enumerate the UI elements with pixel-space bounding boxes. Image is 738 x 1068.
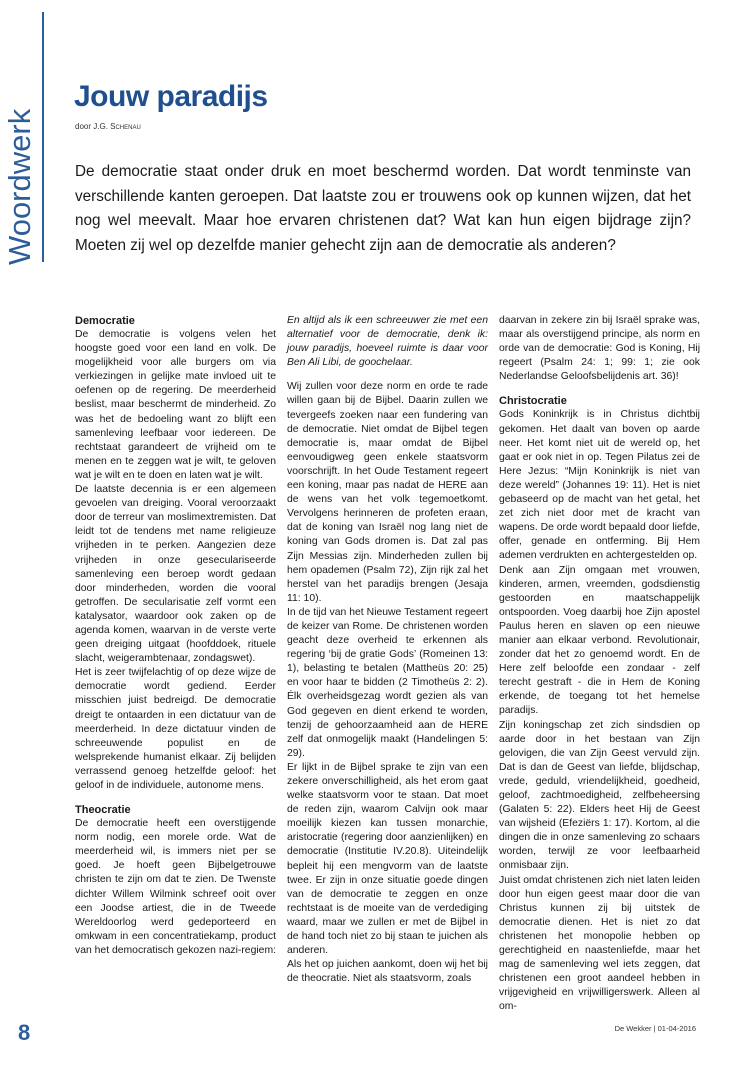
heading-democratie: Democratie <box>75 315 135 327</box>
column-2 <box>287 314 488 986</box>
paragraph: De laatste decennia is er een algemeen gevoelen van dreiging. Vooral veroorzaakt door de terreur van moslimextremisten. Dat leidt tot de tendens met name religieuze vrijheden in te perken. Aangezien deze vrijheden in onze geseculariseerde samenleving een beroep wordt gedaan door minderheden, worden die vooral getroffen. De secularisatie zelf vormt een katalysator, waardoor ook zaken op de agenda komen, waarvan in de verste verte geen dreiging uitgaat (hoofddoek, rituele slacht, weigerambtenaar, zondagswet). <box>75 484 276 665</box>
paragraph: Gods Koninkrijk is in Christus dichtbij gekomen. Het daalt van boven op aarde neer. Het komt niet uit de wereld op, het gaat er ook niet in op. Tegen Pilatus zei de Here Jezus: “Mijn Koninkrijk is niet van deze wereld” (Johannes 19: 11). Het is niet gebaseerd op de macht van het getal, het zet zich niet door met de kracht van wapens. De orde wordt bepaald door liefde, offer, genade en ontferming. Bij Hem ademen verdrukten en achtergestelden op. <box>499 409 701 562</box>
paragraph: Wij zullen voor deze norm en orde te rade willen gaan bij de Bijbel. Daarin zullen we tevergeefs zoeken naar een fundering van de democratie. Niet omdat de Bijbel tegen democratie is, maar omdat de Bijbel eenvoudigweg geen enkele staatsvorm voorschrijft. In het Oude Testament regeert een koning, maar pas nadat de HERE aan de wens van het volk tegemoetkomt. Vervolgens herinneren de profeten eraan, dat de koning van Israël nog lang niet de koning van Gods dromen is. Dat zal pas Zijn Messias zijn. Minderheden zullen bij hem opademen (Psalm 72), Zijn rijk zal het herstel van het paradijs brengen (Jesaja 11: 10). <box>287 381 488 604</box>
article-title: Jouw paradijs <box>74 80 268 113</box>
paragraph: Het is zeer twijfelachtig of op deze wijze de democratie wordt gediend. Eerder misschien juist bedreigd. De democratie dreigt te ontaarden in een dictatuur van de meerderheid. In deze dictatuur vinden de schreeuwende populist en de welsprekende humanist elkaar. Zij belijden verrassend genoeg hetzelfde geloof: het geloof in de individuele, autonome mens. <box>75 667 276 791</box>
section-label: Woordwerk <box>2 108 37 265</box>
column-3 <box>499 314 700 1015</box>
page-number: 8 <box>18 1020 31 1045</box>
byline-author: J.G. Schenau <box>93 122 141 131</box>
paragraph: Als het op juichen aankomt, doen wij het bij de theocratie. Niet als staatsvorm, zoals <box>287 959 488 985</box>
paragraph: De democratie heeft een overstijgende norm nodig, een morele orde. Wat de meerderheid wil, is immers niet per se goed. Je hoeft geen Bijbelgetrouwe christen te zijn om dat te zien. De Twenste dichter Willem Wilmink schreef ooit over een Joodse artiest, die in de Tweede Wereldoorlog werd gedeporteerd en omkwam in een concentratiekamp, product van het democratisch gekozen nazi-regiem: <box>75 818 276 956</box>
intro-paragraph: De democratie staat onder druk en moet beschermd worden. Dat wordt tenminste van verschillende kanten geroepen. Dat laatste zou er trouwens ook op kunnen wijzen, dat het nog wel meevalt. Maar hoe ervaren christenen dat? Wat kan hun eigen bijdrage zijn? Moeten zij wel op dezelfde manier gehecht zijn aan de democratie als anderen? <box>75 163 691 254</box>
paragraph: De democratie is volgens velen het hoogste goed voor een land en volk. De mogelijkheid voor alle burgers om via verkiezingen in gelijke mate invloed uit te oefenen op de regering. De meerderheid beslist, maar beschermt de minderheid. Zo was het de bedoeling want zo blijft een samenleving leefbaar voor iedereen. De rechtstaat garandeert de vrijheid om te menen en te zeggen wat je wilt, te geloven wat je wilt en te doen en laten wat je wilt. <box>75 329 276 481</box>
byline <box>75 122 141 131</box>
paragraph: Zijn koningschap zet zich sindsdien op aarde door in het bestaan van Zijn gelovigen, die van Zijn Geest vervuld zijn. Dat is dan de Geest van liefde, blijdschap, vrede, geduld, vriendelijkheid, goedheid, geloof, zachtmoedigheid, zelfbeheersing (Galaten 5: 22). Elders heet Hij de Geest van wijsheid (Efeziërs 1: 17). Kortom, al die dingen die in onze samenleving zo schaars worden, terwijl ze voor leefbaarheid onmisbaar zijn. <box>499 719 700 872</box>
paragraph: Er lijkt in de Bijbel sprake te zijn van een zekere onverschilligheid, als het erom gaat welke staatsvorm voor te staan. Dat moet de reden zijn, waarom Calvijn ook maar moeilijk kiezen kan tussen monarchie, aristocratie (regering door aanzienlijken) en democratie (Institutie IV.20.8). Uiteindelijk bepleit hij een mengvorm van de laatste twee. Er zijn in onze situatie goede dingen van de democratie te zeggen en onze rechtstaat is de moeite van de verdediging waard, maar we zullen er met de Bijbel in de hand toch niet zo bij staan te juichen als anderen. <box>287 761 488 957</box>
heading-christocratie: Christocratie <box>499 395 567 408</box>
heading-theocratie: Theocratie <box>75 804 131 817</box>
section-rule <box>42 12 44 262</box>
magazine-footer: De Wekker | 01-04-2016 <box>614 1024 696 1033</box>
paragraph: Juist omdat christenen zich niet laten leiden door hun eigen geest maar door die van Christus kunnen zij bij uitstek de democratie dienen. Het is niet zo dat christenen het monopolie hebben op gerechtigheid en naastenliefde, maar het mag de samenleving wel iets zeggen, dat christenen een groot aandeel hebben in vrijgevigheid en vrijwilligerswerk. Alleen al om- <box>499 874 700 1013</box>
paragraph: daarvan in zekere zin bij Israël sprake was, maar als overstijgend principe, als norm en orde van de democratie: God is Koning, Hij regeert (Psalm 24: 1; 99: 1; zie ook Nederlandse Geloofsbelijdenis art. 36)! <box>499 315 700 383</box>
column-1 <box>75 314 276 958</box>
poem-quote: En altijd als ik een schreeuwer zie met een alternatief voor de democratie, denk ik: jouw paradijs, hoeveel ruimte is daar voor Ben Ali Libi, de goochelaar. <box>287 315 488 369</box>
paragraph: In de tijd van het Nieuwe Testament regeert de keizer van Rome. De christenen worden geacht deze overheid te erkennen als regering ‘bij de gratie Gods’ (Romeinen 13: 1), belasting te betalen (Mattheüs 20: 25) en voor haar te bidden (2 Timotheüs 2: 2). Élk overheidsgezag wordt gezien als van God gegeven en dient erkend te worden, tenzij de gehoorzaamheid aan de HERE zelf dat onmogelijk maakt (Handelingen 5: 29). <box>287 606 488 759</box>
paragraph: Denk aan Zijn omgaan met vrouwen, kinderen, armen, vreemden, godsdienstig gestoorden en maatschappelijk ontspoorden. Voeg daarbij hoe Zijn apostel Paulus heren en slaven op een nieuwe manier aan elkaar verbond. Revolutionair, zonder dat het zo genoemd wordt. En de Here zelf beloofde een zondaar - zelf terecht gestraft - die in Hem de Koning erkende, de toegang tot het hemelse paradijs. <box>499 564 700 717</box>
byline-prefix: door <box>75 122 92 131</box>
